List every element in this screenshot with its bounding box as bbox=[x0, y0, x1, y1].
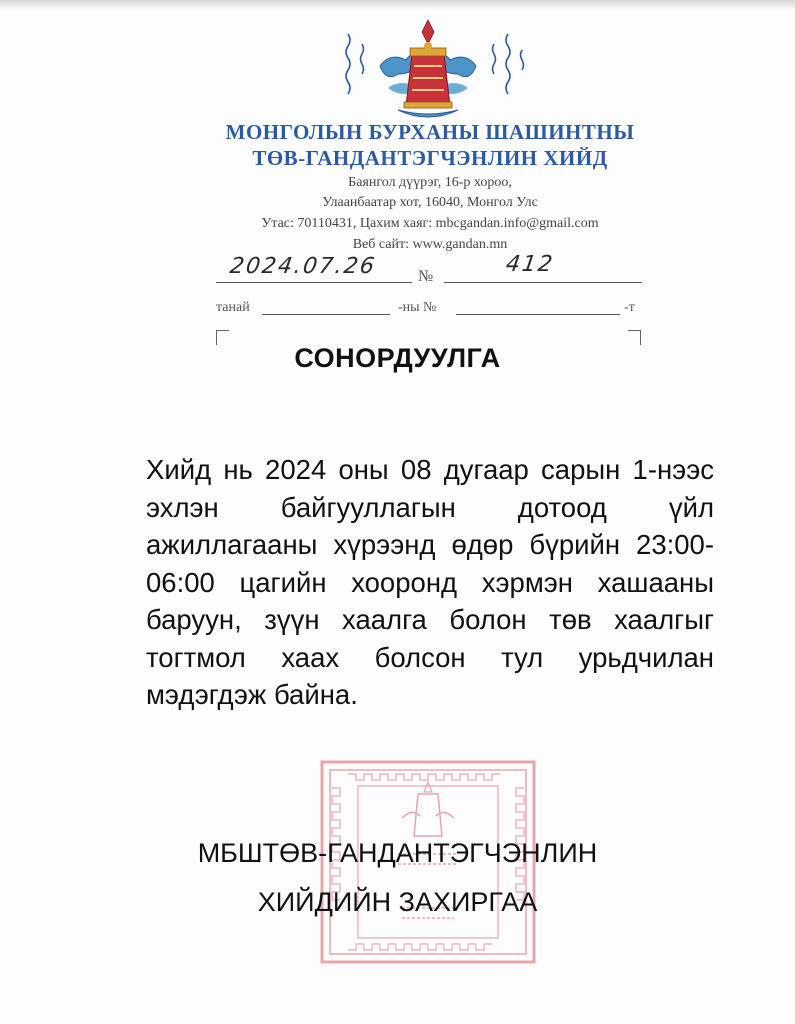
of-number-label: -ны № bbox=[398, 300, 437, 315]
ref-suffix: -т bbox=[624, 300, 635, 315]
number-label: № bbox=[418, 268, 434, 285]
handwritten-number: 412 bbox=[504, 252, 556, 277]
document-title: СОНОРДУУЛГА bbox=[294, 343, 501, 373]
scan-edge bbox=[0, 0, 795, 10]
of-number-underline bbox=[456, 314, 620, 315]
address-line2: Улаанбаатар хот, 16040, Монгол Улс bbox=[322, 195, 538, 210]
gandan-emblem-icon bbox=[318, 14, 538, 122]
date-underline bbox=[216, 282, 412, 283]
contact-line: Утас: 70110431, Цахим хаяг: mbcgandan.info@gmail.com bbox=[261, 216, 599, 231]
your-ref-underline bbox=[262, 314, 390, 315]
signature-line2: ХИЙДИЙН ЗАХИРГАА bbox=[257, 887, 538, 917]
org-name-line1: МОНГОЛЫН БУРХАНЫ ШАШИНТНЫ bbox=[225, 120, 635, 144]
handwritten-date: 2024.07.26 bbox=[228, 254, 378, 279]
signature-line1: МБШТӨВ-ГАНДАНТЭГЧЭНЛИН bbox=[197, 838, 598, 868]
your-ref-label: танай bbox=[216, 300, 250, 315]
notice-body: Хийд нь 2024 оны 08 дугаар сарын 1-нээс эхлэн байгууллагын дотоод үйл ажиллагааны хүрээнд өдөр бүрийн 23:00-06:00 цагийн хооронд хэрмэн хашааны баруун, зүүн хаалга болон төв хаалгыг тогтмол хаах болсон тул урьдчилан мэдэгдэж байна. bbox=[146, 454, 714, 710]
website-line: Веб сайт: www.gandan.mn bbox=[352, 237, 508, 252]
address-line1: Баянгол дүүрэг, 16-р хороо, bbox=[348, 175, 512, 190]
number-underline bbox=[444, 282, 642, 283]
org-name-line2: ТӨВ-ГАНДАНТЭГЧЭНЛИН ХИЙД bbox=[252, 146, 608, 170]
